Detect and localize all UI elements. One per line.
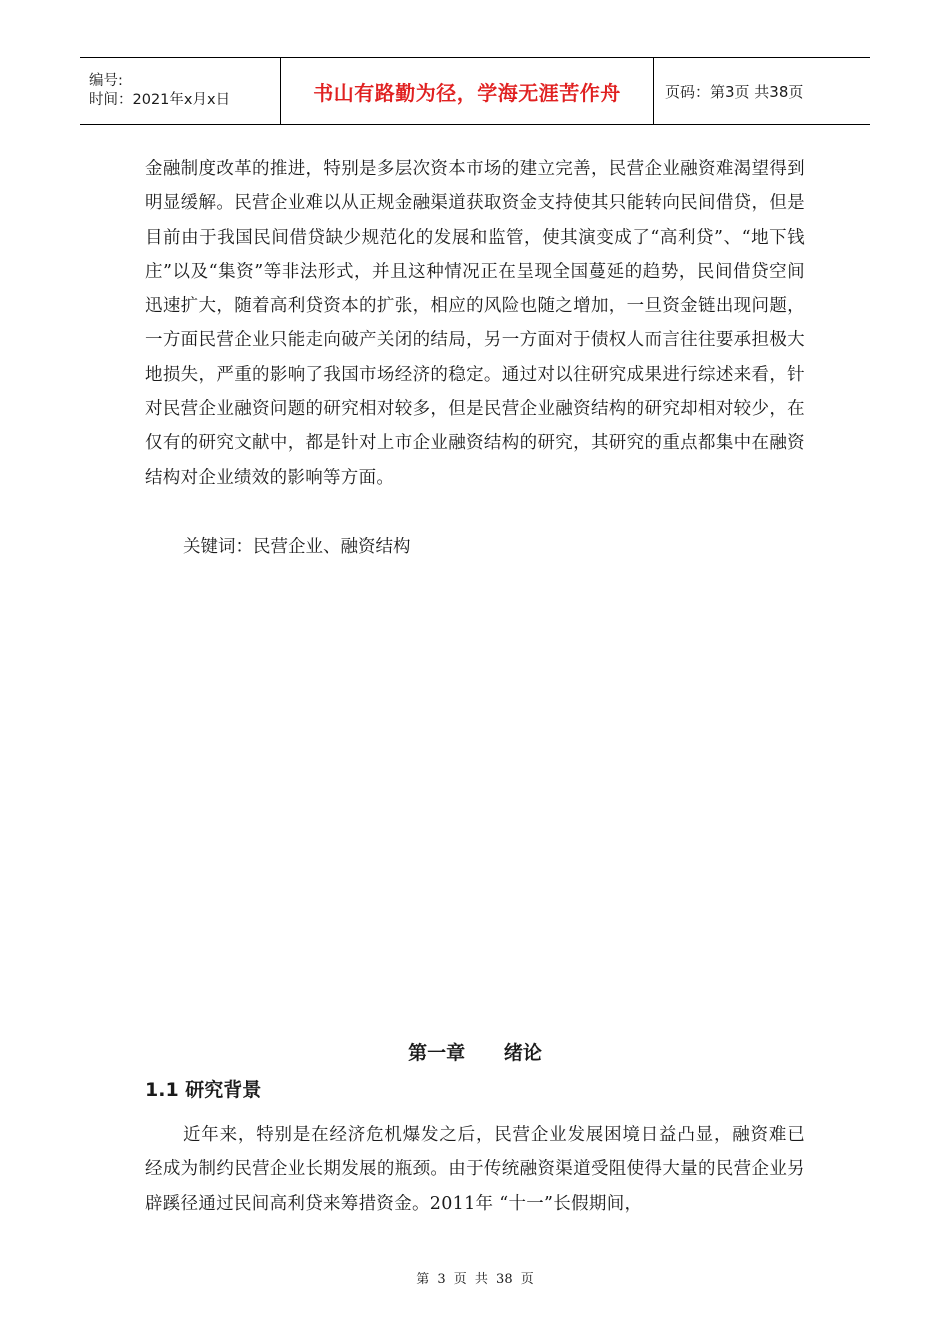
document-date: 时间：2021年x月x日 [89, 92, 231, 108]
chapter-number: 第一章 [408, 1042, 466, 1064]
document-number-label: 编号: [89, 73, 123, 89]
section-paragraph: 近年来，特别是在经济危机爆发之后，民营企业发展困境日益凸显，融资难已经成为制约民营企业长期发展的瓶颈。由于传统融资渠道受阻使得大量的民营企业另辟蹊径通过民间高利贷来筹措资金。2011年 “十一”长假期间， [145, 1125, 805, 1214]
chapter-title [0, 1038, 950, 1065]
header-motto: 书山有路勤为径，学海无涯苦作舟 [281, 58, 654, 124]
document-header [80, 57, 870, 125]
abstract-paragraph: 金融制度改革的推进，特别是多层次资本市场的建立完善，民营企业融资难渴望得到明显缓解。民营企业难以从正规金融渠道获取资金支持使其只能转向民间借贷，但是目前由于我国民间借贷缺少规范化的发展和监管，使其演变成了“高利贷”、“地下钱庄”以及“集资”等非法形式，并且这种情况正在呈现全国蔓延的趋势，民间借贷空间迅速扩大，随着高利贷资本的扩张，相应的风险也随之增加，一旦资金链出现问题，一方面民营企业只能走向破产关闭的结局，另一方面对于债权人而言往往要承担极大地损失，严重的影响了我国市场经济的稳定。通过对以往研究成果进行综述来看，针对民营企业融资问题的研究相对较多，但是民营企业融资结构的研究却相对较少，在仅有的研究文献中，都是针对上市企业融资结构的研究，其研究的重点都集中在融资结构对企业绩效的影响等方面。 [145, 159, 805, 488]
header-meta [80, 58, 281, 124]
chapter-name: 绪论 [503, 1042, 542, 1064]
section-title: 1.1 研究背景 [145, 1079, 262, 1101]
keywords: 关键词：民营企业、融资结构 [183, 537, 411, 557]
header-page-code: 页码：第3页 共38页 [665, 82, 804, 101]
page-footer: 第 3 页 共 38 页 [416, 1272, 534, 1287]
